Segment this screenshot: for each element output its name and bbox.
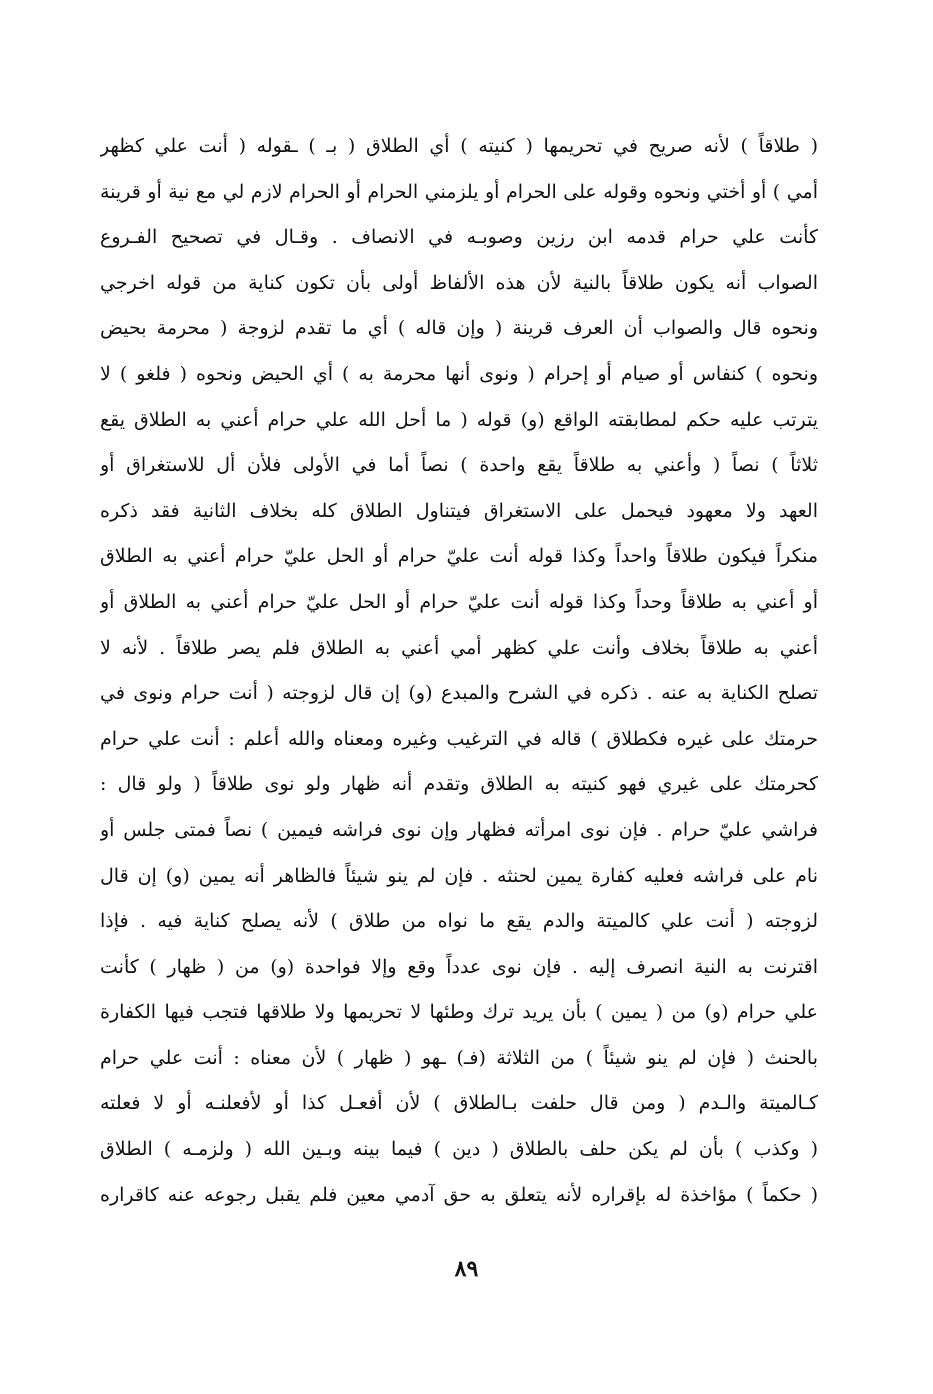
text-line: كحرمتك على غيري فهو كنيته به الطلاق وتقدم أنه ظهار ولو نوى طلاقاً ( ولو قال : [100, 773, 818, 796]
body-text [100, 124, 818, 1218]
text-line: تصلح الكناية به عنه . ذكره في الشرح والمبدع (و) إن قال لزوجته ( أنت حرام ونوى في [100, 682, 818, 705]
text-line: علي حرام (و) من ( يمين ) بأن يريد ترك وطئها لا تحريمها ولا طلاقها فتجب فيها الكفارة [100, 1001, 818, 1024]
text-line: نام على فراشه فعليه كفارة يمين لحنثه . فإن لم ينو شيئاً فالظاهر أنه يمين (و) إن قال [100, 864, 818, 887]
text-line: منكراً فيكون طلاقاً واحداً وكذا قوله أنت عليّ حرام أو الحل عليّ حرام أعني به الطلاق [100, 545, 818, 568]
text-line: لزوجته ( أنت علي كالميتة والدم يقع ما نواه من طلاق ) لأنه يصلح كناية فيه . فإذا [100, 910, 818, 933]
text-line: يترتب عليه حكم لمطابقته الواقع (و) قوله ( ما أحل الله علي حرام أعني به الطلاق يقع [100, 408, 818, 431]
text-line: ( طلاقاً ) لأنه صريح في تحريمها ( كنيته ) أي الطلاق ( بـ ) ـقوله ( أنت علي كظهر [100, 135, 818, 157]
text-line: ثلاثاً ) نصاً ( وأعني به طلاقاً يقع واحدة ) نصاً أما في الأولى فلأن أل للاستغراق أو [100, 454, 818, 477]
text-line: فراشي عليّ حرام . فإن نوى امرأته فظهار وإن نوى فراشه فيمين ) نصاً فمتى جلس أو [100, 818, 818, 841]
text-line: أمي ) أو أختي ونحوه وقوله على الحرام أو يلزمني الحرام أو الحرام لازم لي مع نية أو قرينة [100, 180, 818, 203]
text-line: أو أعني به طلاقاً وحداً وكذا قوله أنت عليّ حرام أو الحل عليّ حرام أعني به الطلاق أو [100, 590, 818, 613]
text-line: ( حكماً ) مؤاخذة له بإقراره لأنه يتعلق به حق آدمي معين فلم يقبل رجوعه عنه كاقراره [100, 1183, 818, 1206]
text-line: بالحنث ( فإن لم ينو شيئاً ) من الثلاثة (فـ) ـهو ( ظهار ) لأن معناه : أنت علي حرام [100, 1046, 818, 1069]
text-line: ونحوه ) كنفاس أو صيام أو إحرام ( ونوى أنها محرمة به ) أي الحيض ونحوه ( فلغو ) لا [100, 362, 818, 385]
text-line: كأنت علي حرام قدمه ابن رزين وصوبـه في الانصاف . وقـال في تصحيح الفـروع [100, 226, 818, 249]
text-line: العهد ولا معهود فيحمل على الاستغراق فيتناول الطلاق كله بخلاف الثانية فقد ذكره [100, 499, 818, 522]
text-line: أعني به طلاقاً بخلاف وأنت علي كظهر أمي أعني به الطلاق فلم يصر طلاقاً . لأنه لا [100, 636, 818, 659]
text-line: الصواب أنه يكون طلاقاً بالنية لأن هذه الألفاظ أولى بأن تكون كناية من قوله اخرجي [100, 271, 818, 294]
text-line: ونحوه قال والصواب أن العرف قرينة ( وإن قاله ) أي ما تقدم لزوجة ( محرمة بحيض [100, 317, 818, 340]
text-line: كـالميتة والـدم ( ومن قال حلفت بـالطلاق ) لأن أفعـل كذا أو لأفعلنـه أو لا فعلته [100, 1092, 818, 1115]
page-number: ٨٩ [454, 1256, 479, 1282]
text-line: اقترنت به النية انصرف إليه . فإن نوى عدداً وقع وإلا فواحدة (و) من ( ظهار ) كأنت [100, 955, 818, 978]
text-line: حرمتك على غيره فكطلاق ) قاله في الترغيب وغيره ومعناه والله أعلم : أنت علي حرام [100, 727, 818, 750]
text-line: ( وكذب ) بأن لم يكن حلف بالطلاق ( دين ) فيما بينه وبـين الله ( ولزمـه ) الطلاق [100, 1138, 818, 1161]
